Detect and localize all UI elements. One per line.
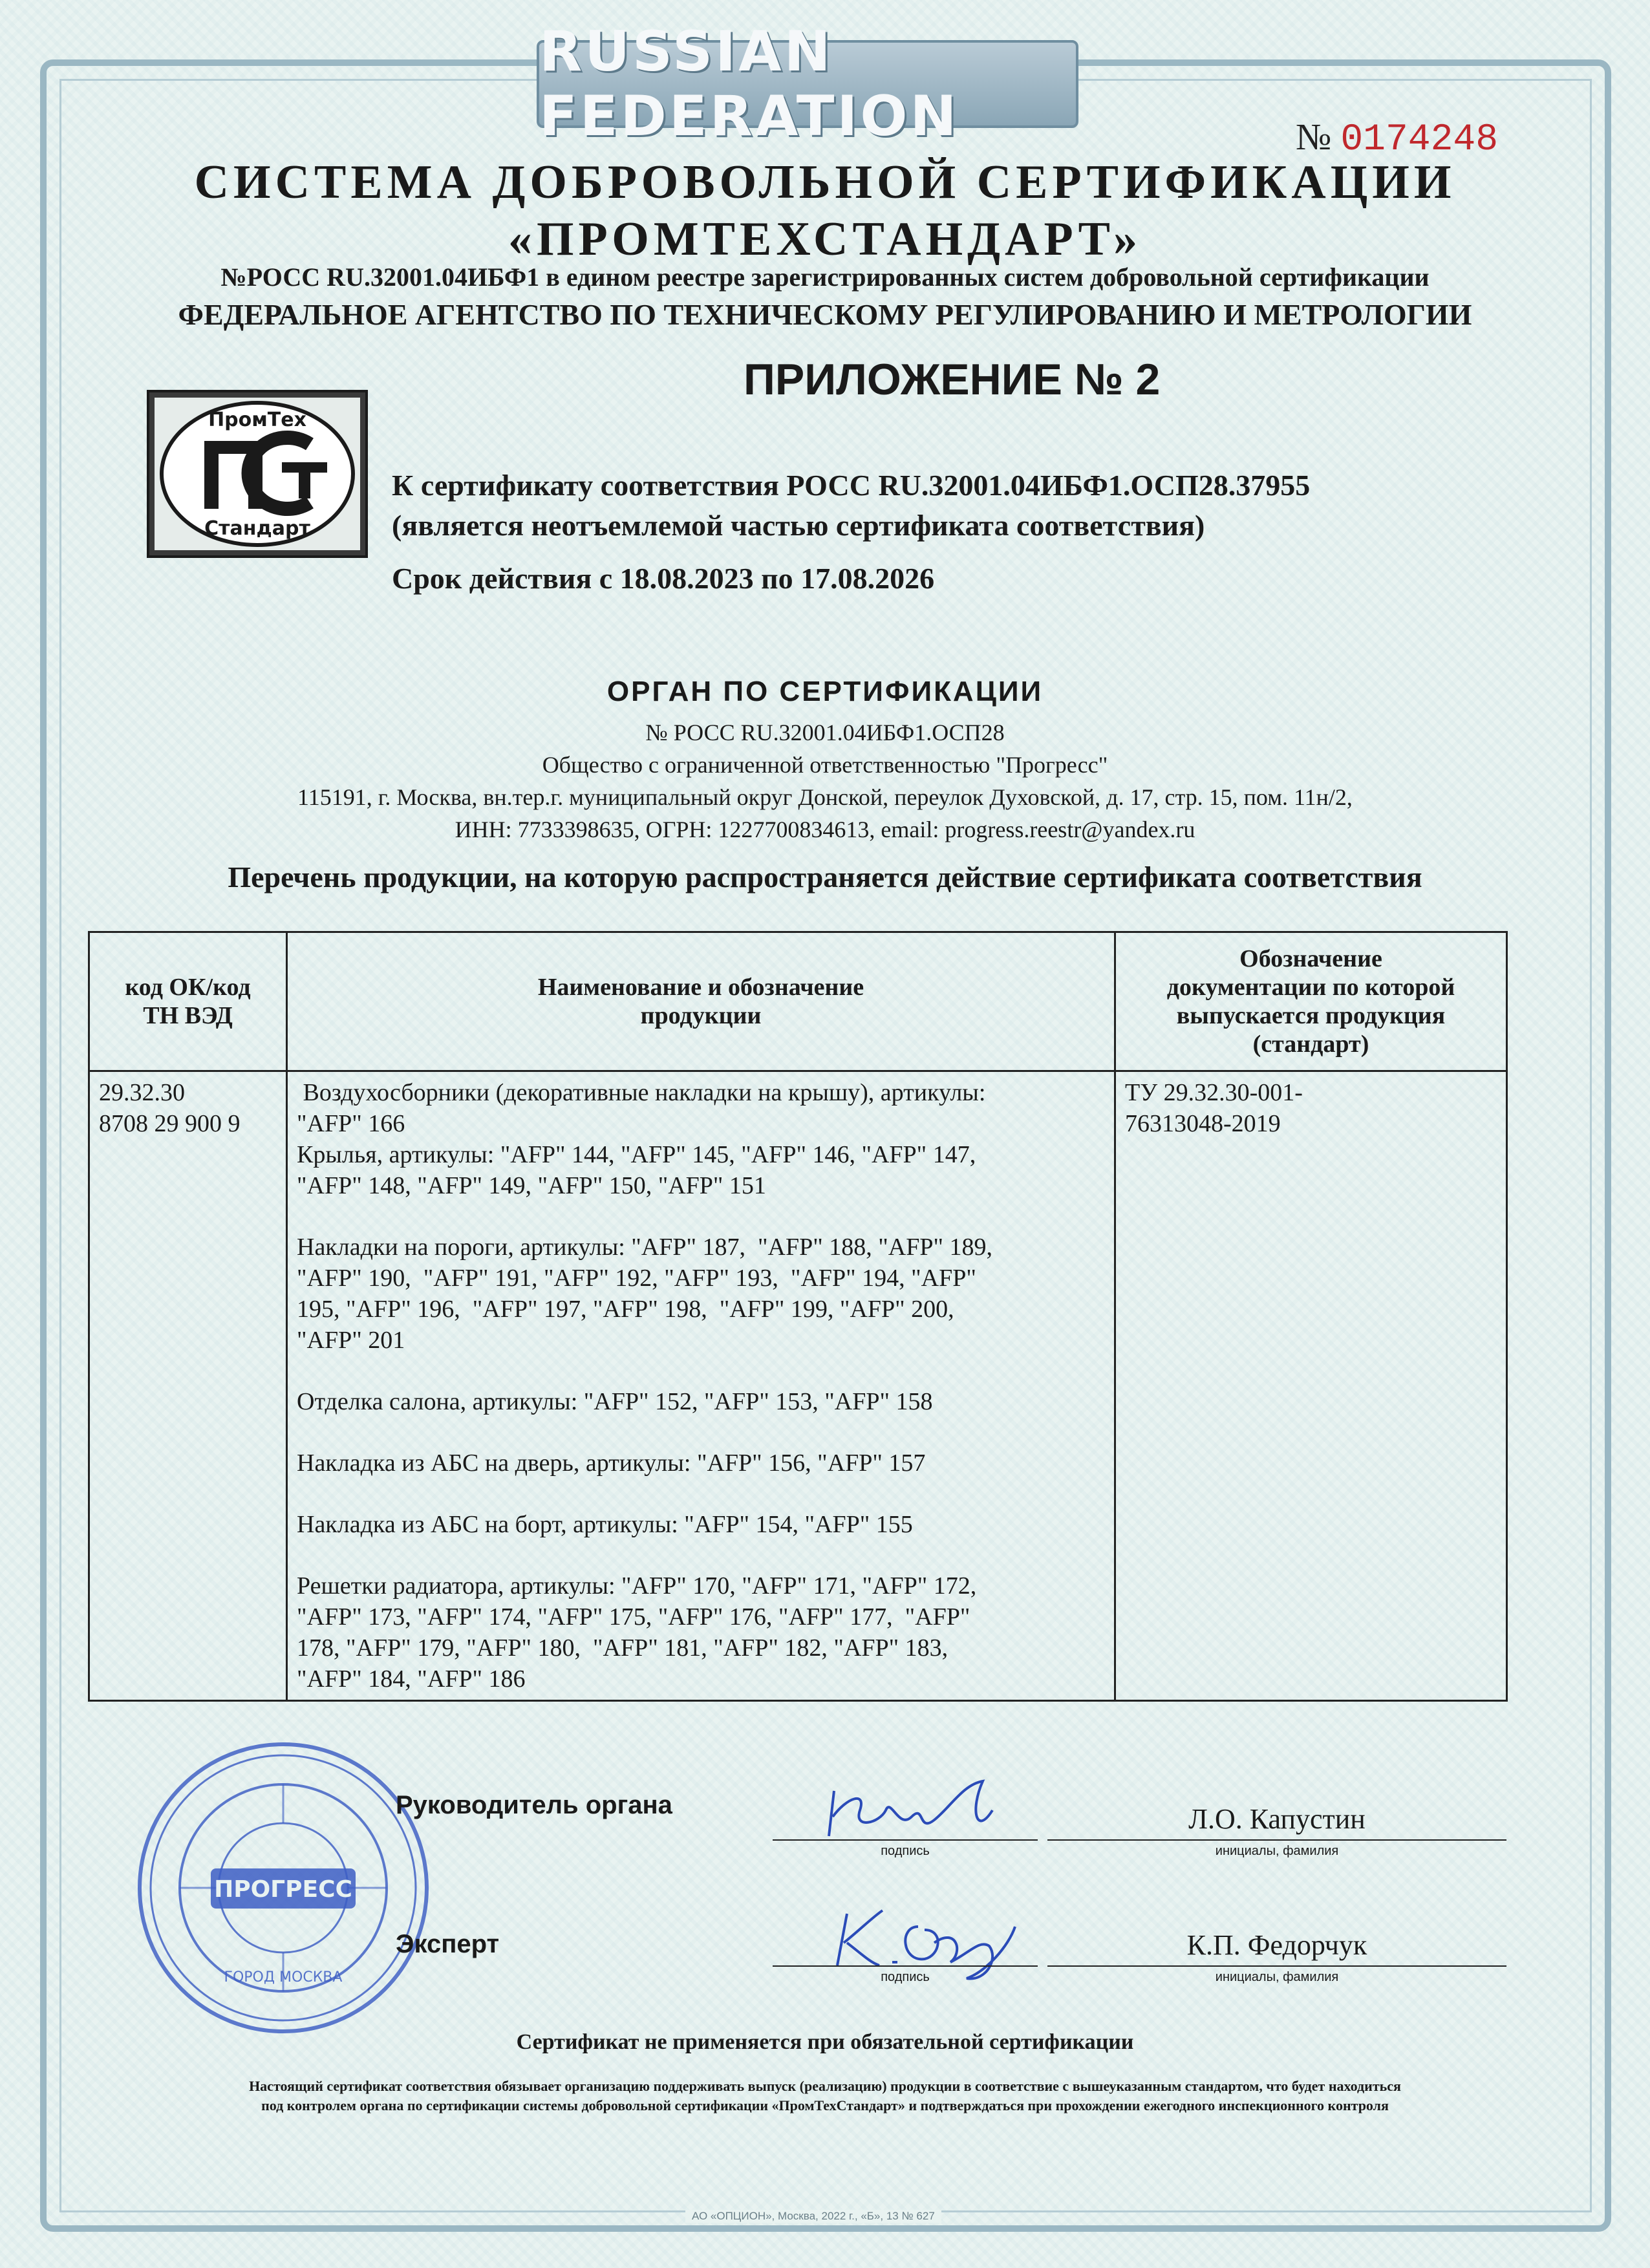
product-line: "AFP" 190, "AFP" 191, "AFP" 192, "AFP" 193, "AFP" 194, "AFP" xyxy=(297,1265,976,1292)
body-company: Общество с ограниченной ответственностью "Прогресс" xyxy=(542,752,1108,778)
tnved-code: 8708 29 900 9 xyxy=(99,1110,241,1137)
mandatory-notice: Сертификат не применяется при обязательной сертификации xyxy=(516,2030,1134,2054)
footer-line1: Настоящий сертификат соответствия обязывает организацию поддерживать выпуск (реализацию) продукции в соответствие с вышеуказанным стандартом, что будет находиться xyxy=(249,2078,1401,2094)
number-sign: № xyxy=(1296,116,1332,158)
head-signature-line xyxy=(773,1839,1038,1841)
expert-name-line xyxy=(1047,1965,1506,1967)
promtech-logo xyxy=(147,390,368,558)
expert-signature-line xyxy=(773,1965,1038,1967)
product-line: Накладка из АБС на дверь, артикулы: "AFP" 156, "AFP" 157 xyxy=(297,1450,926,1477)
head-name-line xyxy=(1047,1839,1506,1841)
footer-line2: под контролем органа по сертификации системы добровольной сертификации «ПромТехСтандарт» и подтверждаться при прохождении ежегодного инспекционного контроля xyxy=(261,2097,1389,2113)
footer-text xyxy=(91,2077,1559,2115)
certification-body-info xyxy=(91,716,1559,846)
product-line: Накладки на пороги, артикулы: "AFP" 187, "AFP" 188, "AFP" 189, xyxy=(297,1234,993,1261)
table-header-row xyxy=(89,932,1507,1071)
header-code xyxy=(89,932,287,1071)
product-line: 178, "AFP" 179, "AFP" 180, "AFP" 181, "AFP" 182, "AFP" 183, xyxy=(297,1634,948,1662)
header-code-line2: ТН ВЭД xyxy=(143,1002,233,1029)
seal-center-text: ПРОГРЕСС xyxy=(214,1876,352,1903)
product-line: "AFP" 166 xyxy=(297,1110,405,1137)
standard-cell xyxy=(1115,1071,1507,1701)
product-line: "AFP" 201 xyxy=(297,1327,405,1354)
body-address: 115191, г. Москва, вн.тер.г. муниципальный округ Донской, переулок Духовской, д. 17, стр. 15, пом. 11н/2, xyxy=(297,784,1353,810)
product-line: "AFP" 148, "AFP" 149, "AFP" 150, "AFP" 151 xyxy=(297,1172,766,1199)
integral-part-line: (является неотъемлемой частью сертификата соответствия) xyxy=(392,509,1205,542)
country-banner: RUSSIAN FEDERATION xyxy=(537,40,1078,128)
system-title-line2: «ПРОМТЕХСТАНДАРТ» xyxy=(508,213,1142,266)
product-list-title: Перечень продукции, на которую распространяется действие сертификата соответствия xyxy=(228,861,1422,893)
product-group xyxy=(297,1232,1105,1356)
code-cell xyxy=(89,1071,287,1701)
logo-bottom-text: Стандарт xyxy=(204,517,310,540)
header-name-line1: Наименование и обозначение xyxy=(537,974,864,1001)
head-name: Л.О. Капустин xyxy=(1188,1803,1366,1835)
product-group xyxy=(297,1448,1105,1479)
head-signature-caption: подпись xyxy=(881,1844,930,1858)
registry-line: №РОСС RU.32001.04ИБФ1 в едином реестре зарегистрированных систем добровольной сертификации xyxy=(220,262,1430,292)
certification-body-title: ОРГАН ПО СЕРТИФИКАЦИИ xyxy=(606,676,1044,707)
expert-role-label: Эксперт xyxy=(396,1930,500,1958)
body-number: № РОСС RU.32001.04ИБФ1.ОСП28 xyxy=(645,720,1005,745)
product-table xyxy=(88,931,1508,1702)
product-line: Решетки радиатора, артикулы: "AFP" 170, "AFP" 171, "AFP" 172, xyxy=(297,1572,977,1599)
certificate-reference xyxy=(392,465,1310,546)
certificate-number-value: 0174248 xyxy=(1340,119,1498,161)
expert-signature-caption: подпись xyxy=(881,1970,930,1984)
ok-code: 29.32.30 xyxy=(99,1079,185,1106)
printer-imprint: АО «ОПЦИОН», Москва, 2022 г., «Б», 13 № 627 xyxy=(685,2210,941,2223)
organization-seal xyxy=(134,1739,432,2037)
system-title xyxy=(91,154,1559,268)
standard-line1: ТУ 29.32.30-001- xyxy=(1125,1079,1303,1106)
products-cell xyxy=(287,1071,1115,1701)
header-documentation xyxy=(1115,932,1507,1071)
expert-name: К.П. Федорчук xyxy=(1186,1929,1367,1961)
header-doc-line4: (стандарт) xyxy=(1252,1031,1369,1058)
product-line: "AFP" 184, "AFP" 186 xyxy=(297,1665,526,1693)
body-contacts: ИНН: 7733398635, ОГРН: 1227700834613, email: progress.reestr@yandex.ru xyxy=(455,817,1195,842)
header-doc-line1: Обозначение xyxy=(1239,945,1382,972)
logo-top-text: ПромТех xyxy=(208,409,306,431)
expert-name-caption: инициалы, фамилия xyxy=(1215,1970,1339,1984)
product-group xyxy=(297,1570,1105,1695)
validity-period: Срок действия с 18.08.2023 по 17.08.2026 xyxy=(392,562,935,595)
table-row xyxy=(89,1071,1507,1701)
head-role-label: Руководитель органа xyxy=(396,1791,672,1819)
header-code-line1: код ОК/код xyxy=(125,974,251,1001)
product-line: Накладка из АБС на борт, артикулы: "AFP" 154, "AFP" 155 xyxy=(297,1511,913,1538)
standard-line2: 76313048-2019 xyxy=(1125,1110,1281,1137)
head-signature-scribble xyxy=(821,1771,1041,1849)
seal-city-text: ГОРОД МОСКВА xyxy=(224,1969,343,1985)
product-group xyxy=(297,1386,1105,1417)
system-title-line1: СИСТЕМА ДОБРОВОЛЬНОЙ СЕРТИФИКАЦИИ xyxy=(194,156,1456,209)
header-name-line2: продукции xyxy=(640,1002,762,1029)
product-line: "AFP" 173, "AFP" 174, "AFP" 175, "AFP" 176, "AFP" 177, "AFP" xyxy=(297,1603,970,1631)
product-group xyxy=(297,1509,1105,1540)
header-doc-line3: выпускается продукция xyxy=(1176,1002,1446,1029)
header-doc-line2: документации по которой xyxy=(1166,974,1455,1001)
header-product-name xyxy=(287,932,1115,1071)
product-group xyxy=(297,1077,1105,1201)
appendix-title: ПРИЛОЖЕНИЕ № 2 xyxy=(744,355,1161,404)
certificate-reference-line: К сертификату соответствия РОСС RU.32001.04ИБФ1.ОСП28.37955 xyxy=(392,469,1311,502)
product-line: Воздухосборники (декоративные накладки на крышу), артикулы: xyxy=(297,1079,986,1106)
product-line: Крылья, артикулы: "AFP" 144, "AFP" 145, "AFP" 146, "AFP" 147, xyxy=(297,1141,976,1168)
head-name-caption: инициалы, фамилия xyxy=(1215,1844,1339,1858)
agency-line: ФЕДЕРАЛЬНОЕ АГЕНТСТВО ПО ТЕХНИЧЕСКОМУ РЕГУЛИРОВАНИЮ И МЕТРОЛОГИИ xyxy=(178,298,1472,331)
product-line: Отделка салона, артикулы: "AFP" 152, "AFP" 153, "AFP" 158 xyxy=(297,1388,933,1415)
product-line: 195, "AFP" 196, "AFP" 197, "AFP" 198, "AFP" 199, "AFP" 200, xyxy=(297,1296,954,1323)
